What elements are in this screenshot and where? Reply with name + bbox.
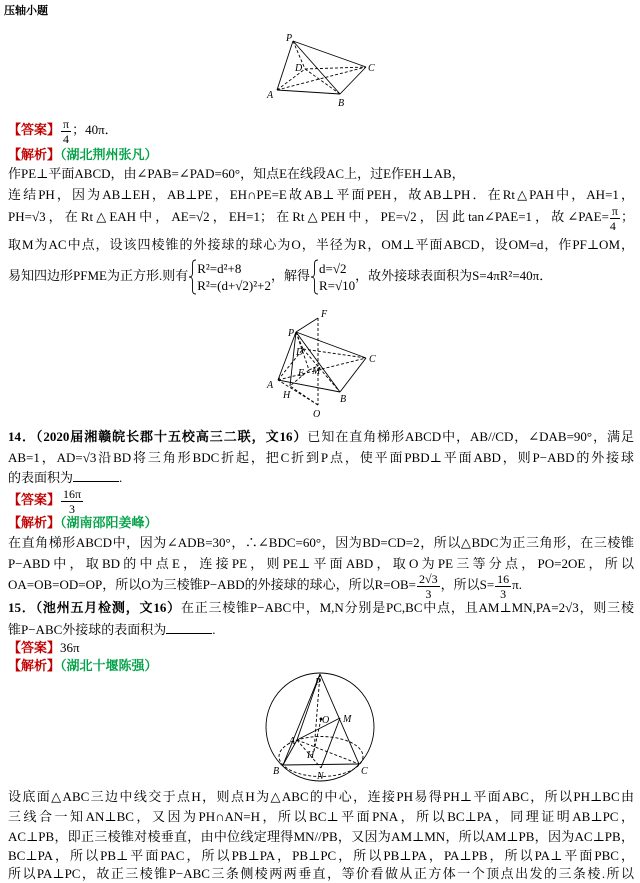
analysis-source: （湖北荆州张凡） (60, 147, 158, 162)
problem-14-line: AB=1，AD=√3沿BD将三角形BDC折起，把C折到P点，使平面PBD⊥平面ABD，则P−ABD的外接球 (8, 450, 634, 465)
vertex-label-D: D (296, 347, 304, 358)
answer-line (8, 116, 634, 144)
vertex-label-A: A (267, 380, 274, 391)
problem-number: 15． (8, 600, 36, 615)
analysis-line (8, 571, 634, 599)
line-text: OA=OB=OD=OP，所以O为三棱锥P−ABD的外接球的球心，所以R=OB= (8, 577, 417, 592)
answer-line (8, 485, 634, 515)
answer-line (8, 639, 634, 657)
point-label-F: F (321, 309, 328, 320)
point-label-M: M (312, 366, 321, 377)
answer-label: 【答案】 (8, 492, 61, 507)
edge-DC (303, 349, 366, 358)
line-text: 易知四边形PFME为正方形.则有 (8, 268, 189, 283)
analysis-line: BC⊥PA，所以PB⊥平面PAC，所以PB⊥PA，PB⊥PC，所以PB⊥PA，PA⊥PB，所以PA⊥平面PBC， (8, 848, 634, 863)
vertex-label-B: B (338, 98, 345, 109)
problem-source: （2020届湘赣皖长郡十五校高三二联，文16） (35, 429, 308, 444)
problem-text: 已知在直角梯形ABCD中，AB//CD，∠DAB=90°，满足 (307, 429, 634, 444)
equation-system (319, 260, 355, 294)
fraction-numerator: 16 (497, 571, 510, 586)
edge-BC (340, 358, 366, 392)
edge-OH (290, 386, 318, 405)
line-text: ，解得 (270, 268, 310, 283)
point-label-H: H (283, 390, 291, 401)
analysis-line: 取M为AC中点，设该四棱锥的外接球的球心为O，半径为R，OM⊥平面ABCD，设OM=d，作PF⊥OM， (8, 237, 634, 252)
answer-fraction (61, 488, 83, 515)
edge-AC (277, 67, 366, 90)
answer-label: 【答案】 (8, 122, 61, 137)
vertex-label-C: C (369, 354, 376, 365)
fraction-denominator: 3 (425, 586, 432, 599)
inline-fraction (495, 573, 511, 599)
vertex-label-D: D (295, 63, 303, 74)
left-brace-icon (188, 259, 197, 295)
point-label-N: N (317, 771, 324, 782)
analysis-line: 三线合一知AN⊥BC，又因为PH∩AN=H，所以BC⊥平面PNA，所以BC⊥PA，同理证明AB⊥PC， (8, 809, 634, 824)
analysis-line (8, 203, 634, 231)
sphere-pyramid-figure (255, 672, 385, 784)
analysis-line: 所以PA⊥PC，故正三棱锥P−ABC三条侧棱两两垂直，等价看做从正方体一个顶点出发的三条棱.所以 (8, 866, 634, 881)
vertex-label-P: P (286, 33, 293, 44)
problem-text: 在正三棱锥P−ABC中，M,N分别是PC,BC中点，且AM⊥MN,PA=2√3，则三棱 (180, 600, 634, 615)
pyramid-figure-2 (255, 303, 385, 421)
equation: R=√10 (319, 278, 356, 294)
inline-fraction (610, 205, 620, 231)
analysis-label: 【解析】 (8, 515, 61, 530)
answer-blank (166, 621, 212, 634)
analysis-source: （湖北十堰陈强） (60, 658, 158, 673)
analysis-line: 设底面△ABC三边中线交于点H，则点H为△ABC的中心，连接PH易得PH⊥平面ABC，所以PH⊥BC由 (8, 789, 634, 804)
vertex-label-C: C (361, 766, 368, 777)
fraction-denominator: 4 (609, 218, 616, 231)
point-label-O: O (313, 409, 321, 420)
vertex-label-B: B (273, 766, 280, 777)
answer-blank (73, 469, 119, 482)
edge-DB (305, 69, 340, 94)
fraction-denominator: 3 (69, 501, 76, 515)
analysis-heading (8, 146, 634, 164)
problem-source: （池州五月检测，文16） (35, 600, 181, 615)
vertex-label-B: B (340, 394, 347, 405)
point-label-H: H (307, 750, 315, 761)
edge-PC (296, 332, 366, 358)
problem-15-line (8, 621, 634, 639)
analysis-heading (8, 514, 634, 532)
line-text: π. (512, 577, 522, 592)
vertex-label-A: A (289, 736, 296, 747)
vertex-label-P: P (288, 328, 295, 339)
vertex-label-C: C (368, 63, 375, 74)
fraction-numerator: π (611, 203, 618, 218)
point-label-O: O (322, 715, 330, 726)
fraction-numerator: π (63, 116, 70, 131)
analysis-label: 【解析】 (8, 658, 61, 673)
analysis-label: 【解析】 (8, 147, 61, 162)
problem-text: 的表面积为 (8, 470, 74, 485)
pyramid-figure-1 (255, 30, 385, 115)
problem-15-line (8, 599, 634, 617)
problem-text: . (212, 622, 216, 637)
equation-system (197, 260, 271, 294)
equation: R²=(d+√2)²+2 (197, 278, 271, 294)
line-text: ，所以S= (440, 577, 495, 592)
equation: R²=d²+8 (197, 261, 242, 277)
edge-BC (340, 67, 366, 94)
answer-label: 【答案】 (8, 640, 61, 655)
edge-PF (296, 318, 318, 332)
page-header-title: 压轴小题 (4, 4, 48, 17)
point-label-M: M (343, 714, 352, 725)
analysis-line: 作PE⊥平面ABCD，由∠PAB=∠PAD=60°，知点E在线段AC上，过E作EH⊥AB， (8, 166, 465, 181)
fraction-numerator: 2√3 (419, 571, 438, 586)
edge-BC (283, 764, 359, 765)
fraction-denominator: 3 (500, 586, 507, 599)
problem-number: 14． (8, 429, 36, 444)
edge-DC (305, 67, 366, 69)
analysis-line: AC⊥PB，即正三棱锥对棱垂直，由中位线定理得MN//PB，又因为AM⊥MN，所以AM⊥PB，因为AC⊥PB， (8, 829, 634, 844)
answer-rest: ；40π． (72, 122, 118, 137)
left-brace-icon (310, 259, 319, 295)
line-text: ，故外接球表面积为S=4πR²=40π． (355, 268, 553, 283)
answer-fraction (61, 118, 71, 144)
line-text: PH=√3，在Rt△EAH中，AE=√2，EH=1；在Rt△PEH中，PE=√2，因此tan∠PAE=1，故∠PAE= (8, 209, 609, 224)
analysis-line-equations (8, 256, 634, 296)
edge-PA (277, 41, 293, 90)
equation: d=√2 (319, 261, 347, 277)
fraction-numerator: 16π (63, 486, 82, 501)
edge-AB (277, 90, 340, 94)
vertex-label-A: A (267, 90, 274, 101)
line-text: ； (620, 209, 634, 224)
answer-value: 36π (60, 640, 80, 655)
problem-text: 锥P−ABC外接球的表面积为 (8, 622, 167, 637)
analysis-source: （湖南邵阳姜峰） (60, 515, 158, 530)
analysis-line: P−ABD中，取BD的中点E，连接PE，则PE⊥平面ABD，取O为PE三等分点，PO=2OE，所以 (8, 556, 634, 571)
problem-14-line (8, 428, 634, 446)
point-label-E: E (298, 368, 305, 379)
analysis-line: 连结PH，因为AB⊥EH，AB⊥PE，EH∩PE=E故AB⊥平面PEH，故AB⊥PH．在Rt△PAH中，AH=1， (8, 187, 634, 202)
analysis-line: 在直角梯形ABCD中，因为∠ADB=30°，∴∠BDC=60°，因为BD=CD=2，所以△BDC为正三角形，在三棱锥 (8, 535, 634, 550)
fraction-denominator: 4 (63, 131, 70, 144)
inline-fraction (417, 573, 440, 599)
problem-text: . (119, 470, 123, 485)
vertex-label-P: P (315, 677, 322, 688)
